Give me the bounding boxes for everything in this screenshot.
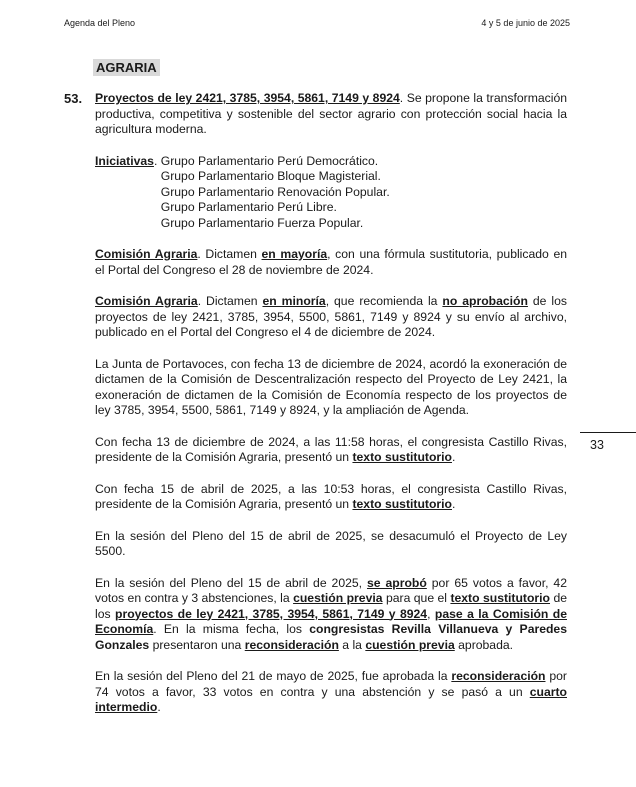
no-aprobacion-emphasis: no aprobación xyxy=(442,294,528,308)
initiative-group: Grupo Parlamentario Perú Democrático. xyxy=(160,153,379,168)
dictamen-mayoria-paragraph xyxy=(95,247,567,278)
text-run: Con fecha 13 de diciembre de 2024, a las 11:58 horas, el congresista Castillo Rivas, presidente de la Comisión Agraria, presentó un xyxy=(95,434,567,464)
cuestion-previa-emphasis: cuestión previa xyxy=(365,637,455,652)
text-run: En la sesión del Pleno del 15 de abril de 2025, xyxy=(95,575,368,590)
initiatives-label-wrap: Iniciativas. xyxy=(95,153,161,168)
text-run: de los xyxy=(95,591,567,621)
text-run: a la xyxy=(338,637,366,652)
desacumulo-paragraph: En la sesión del Pleno del 15 de abril de 2025, se desacumuló el Proyecto de Ley 5500. xyxy=(95,528,567,558)
item-description: . Se propone la transformación productiva, competitiva y sostenible del sector agrario con protección social hacia la agricultura moderna. xyxy=(95,91,567,136)
text-run: Con fecha 15 de abril de 2025, a las 10:53 horas, el congresista Castillo Rivas, presidente de la Comisión Agraria, presentó un xyxy=(95,481,567,511)
text-run: presentaron una xyxy=(149,637,245,652)
text-run: . xyxy=(157,700,161,714)
item-body xyxy=(95,91,567,732)
reconsideracion-emphasis: reconsideración xyxy=(451,669,546,683)
page-number-rule xyxy=(580,432,636,433)
texto-sustitutorio-emphasis: texto sustitutorio xyxy=(352,450,452,464)
cuestion-previa-emphasis: cuestión previa xyxy=(293,591,383,605)
minoria-emphasis: en minoría xyxy=(262,294,326,308)
section-title: AGRARIA xyxy=(93,59,160,76)
text-run: . Dictamen xyxy=(197,247,262,261)
text-run: por 74 votos a favor, 33 votos en contra y una abstención y se pasó a un xyxy=(95,669,567,699)
texto-sustitutorio-emphasis: texto sustitutorio xyxy=(450,591,551,605)
junta-paragraph: La Junta de Portavoces, con fecha 13 de diciembre de 2024, acordó la exoneración de dictamen de la Comisión de Descentralización respecto del Proyecto de Ley 2421, la exoneración de dictamen de la Comisión de Economía respecto de los proyectos de ley 3785, 3954, 5500, 5861, 7149 y 8924, y la ampliación de Agenda. xyxy=(95,356,567,417)
item-title: Proyectos de ley 2421, 3785, 3954, 5861, 7149 y 8924 xyxy=(95,91,400,105)
text-run: por 65 votos a favor, 42 votos en contra y 3 abstenciones, la xyxy=(95,575,567,605)
comision-economia-emphasis: pase a la Comisión de Economía xyxy=(95,606,567,636)
reconsideracion-emphasis: reconsideración xyxy=(244,637,339,652)
reconsideracion-paragraph xyxy=(95,669,567,716)
text-run: . En la misma fecha, los xyxy=(153,622,310,636)
text-run: , con una fórmula sustitutoria, publicado en el Portal del Congreso el 28 de noviembre de 2024. xyxy=(95,247,567,277)
text-run: , xyxy=(427,606,435,621)
congresistas-bold: congresistas Revilla Villanueva y Paredes Gonzales xyxy=(95,622,567,652)
initiatives-block xyxy=(95,154,567,232)
text-run: de los proyectos de ley 2421, 3785, 3954, 5500, 5861, 7149 y 8924 y su envío al archivo, publicado en el Portal del Congreso el 4 de diciembre de 2024. xyxy=(95,294,567,339)
header-left: Agenda del Pleno xyxy=(64,18,136,28)
proyectos-emphasis: proyectos de ley 2421, 3785, 3954, 5861, 7149 y 8924 xyxy=(115,606,428,621)
sustitutorio-1-paragraph xyxy=(95,435,567,466)
header-date: 4 y 5 de junio de 2025 xyxy=(481,18,570,28)
initiative-group: Grupo Parlamentario Bloque Magisterial. xyxy=(160,169,381,183)
initiatives-groups xyxy=(161,154,567,232)
texto-sustitutorio-emphasis: texto sustitutorio xyxy=(352,497,452,511)
dictamen-minoria-paragraph xyxy=(95,294,567,341)
sustitutorio-2-paragraph xyxy=(95,482,567,513)
commission-name: Comisión Agraria xyxy=(95,247,198,261)
mayoria-emphasis: en mayoría xyxy=(261,247,328,261)
initiatives-label: Iniciativas xyxy=(95,153,154,168)
text-run: En la sesión del Pleno del 21 de mayo de 2025, fue aprobada la xyxy=(95,669,452,683)
initiative-group: Grupo Parlamentario Fuerza Popular. xyxy=(160,215,364,230)
item-number: 53. xyxy=(64,91,83,106)
text-run: , que recomienda la xyxy=(325,294,443,308)
text-run: . xyxy=(451,450,456,464)
text-run: para que el xyxy=(382,591,451,605)
votacion-paragraph xyxy=(95,576,567,654)
page-number: 33 xyxy=(590,438,604,452)
item-title-paragraph xyxy=(95,91,567,138)
text-run: aprobada. xyxy=(454,637,514,652)
cuarto-intermedio-emphasis: cuarto intermedio xyxy=(95,684,567,714)
initiative-group: Grupo Parlamentario Renovación Popular. xyxy=(160,184,390,199)
text-run: . Dictamen xyxy=(197,294,263,308)
se-aprobo-emphasis: se aprobó xyxy=(367,575,427,590)
text-run: . xyxy=(451,497,456,511)
initiative-group: Grupo Parlamentario Perú Libre. xyxy=(160,200,337,214)
commission-name: Comisión Agraria xyxy=(95,294,198,308)
